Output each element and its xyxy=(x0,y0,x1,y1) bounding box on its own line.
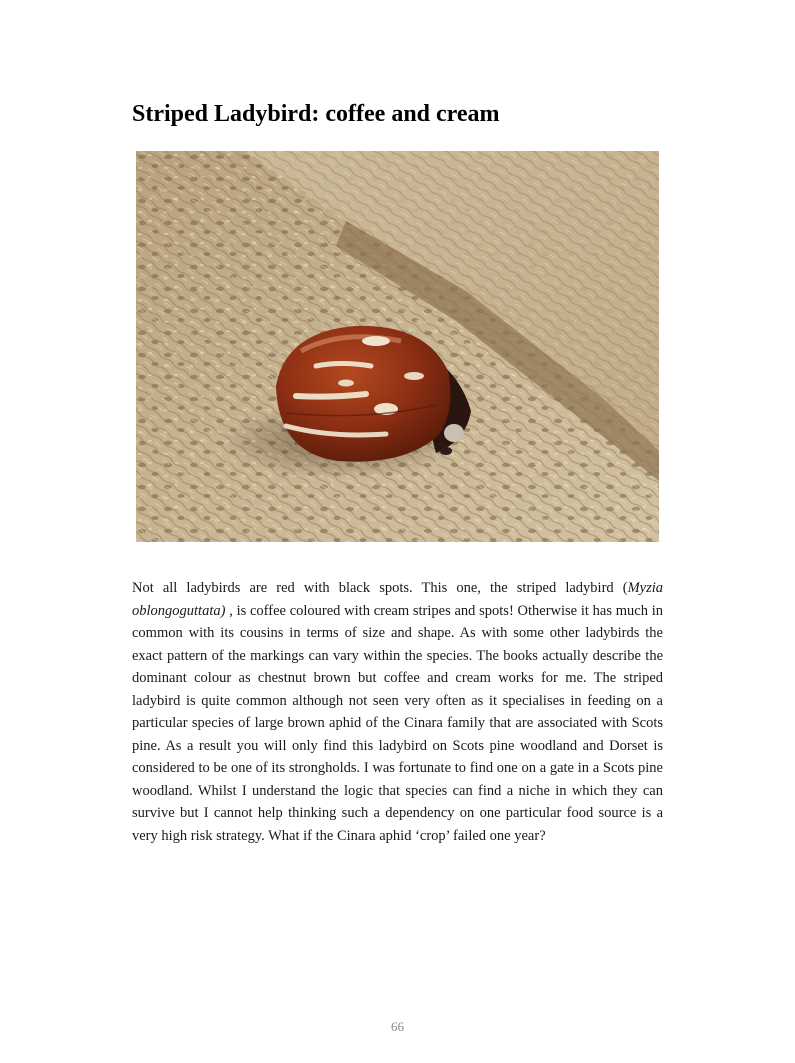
species-name: Myzia oblongoguttata) xyxy=(132,580,663,619)
body-text-part-1: Not all ladybirds are red with black spots. This one, the striped ladybird ( xyxy=(132,580,628,596)
body-text-part-2: , is coffee coloured with cream stripes and spots! Otherwise it has much in common with its cousins in terms of size and shape. As with some other ladybirds the exact pattern of the markings can vary within the species. The books actually describe the dominant colour as chestnut brown but coffee and cream works for me. The striped ladybird is quite common although not seen very often as it specialises in feeding on a particular species of large brown aphid of the Cinara family that are associated with Scots pine. As a result you will only find this ladybird on Scots pine woodland and Dorset is considered to be one of its strongholds. I was fortunate to find one on a gate in a Scots pine woodland. Whilst I understand the logic that species can find a niche in which they can survive but I cannot help thinking such a dependency on one particular food source is a very high risk strategy. What if the Cinara aphid ‘crop’ failed one year? xyxy=(132,602,663,844)
ladybird-photo xyxy=(136,151,659,542)
page-title: Striped Ladybird: coffee and cream xyxy=(132,101,500,127)
page-number: 66 xyxy=(391,1019,404,1034)
article-body xyxy=(132,577,663,847)
